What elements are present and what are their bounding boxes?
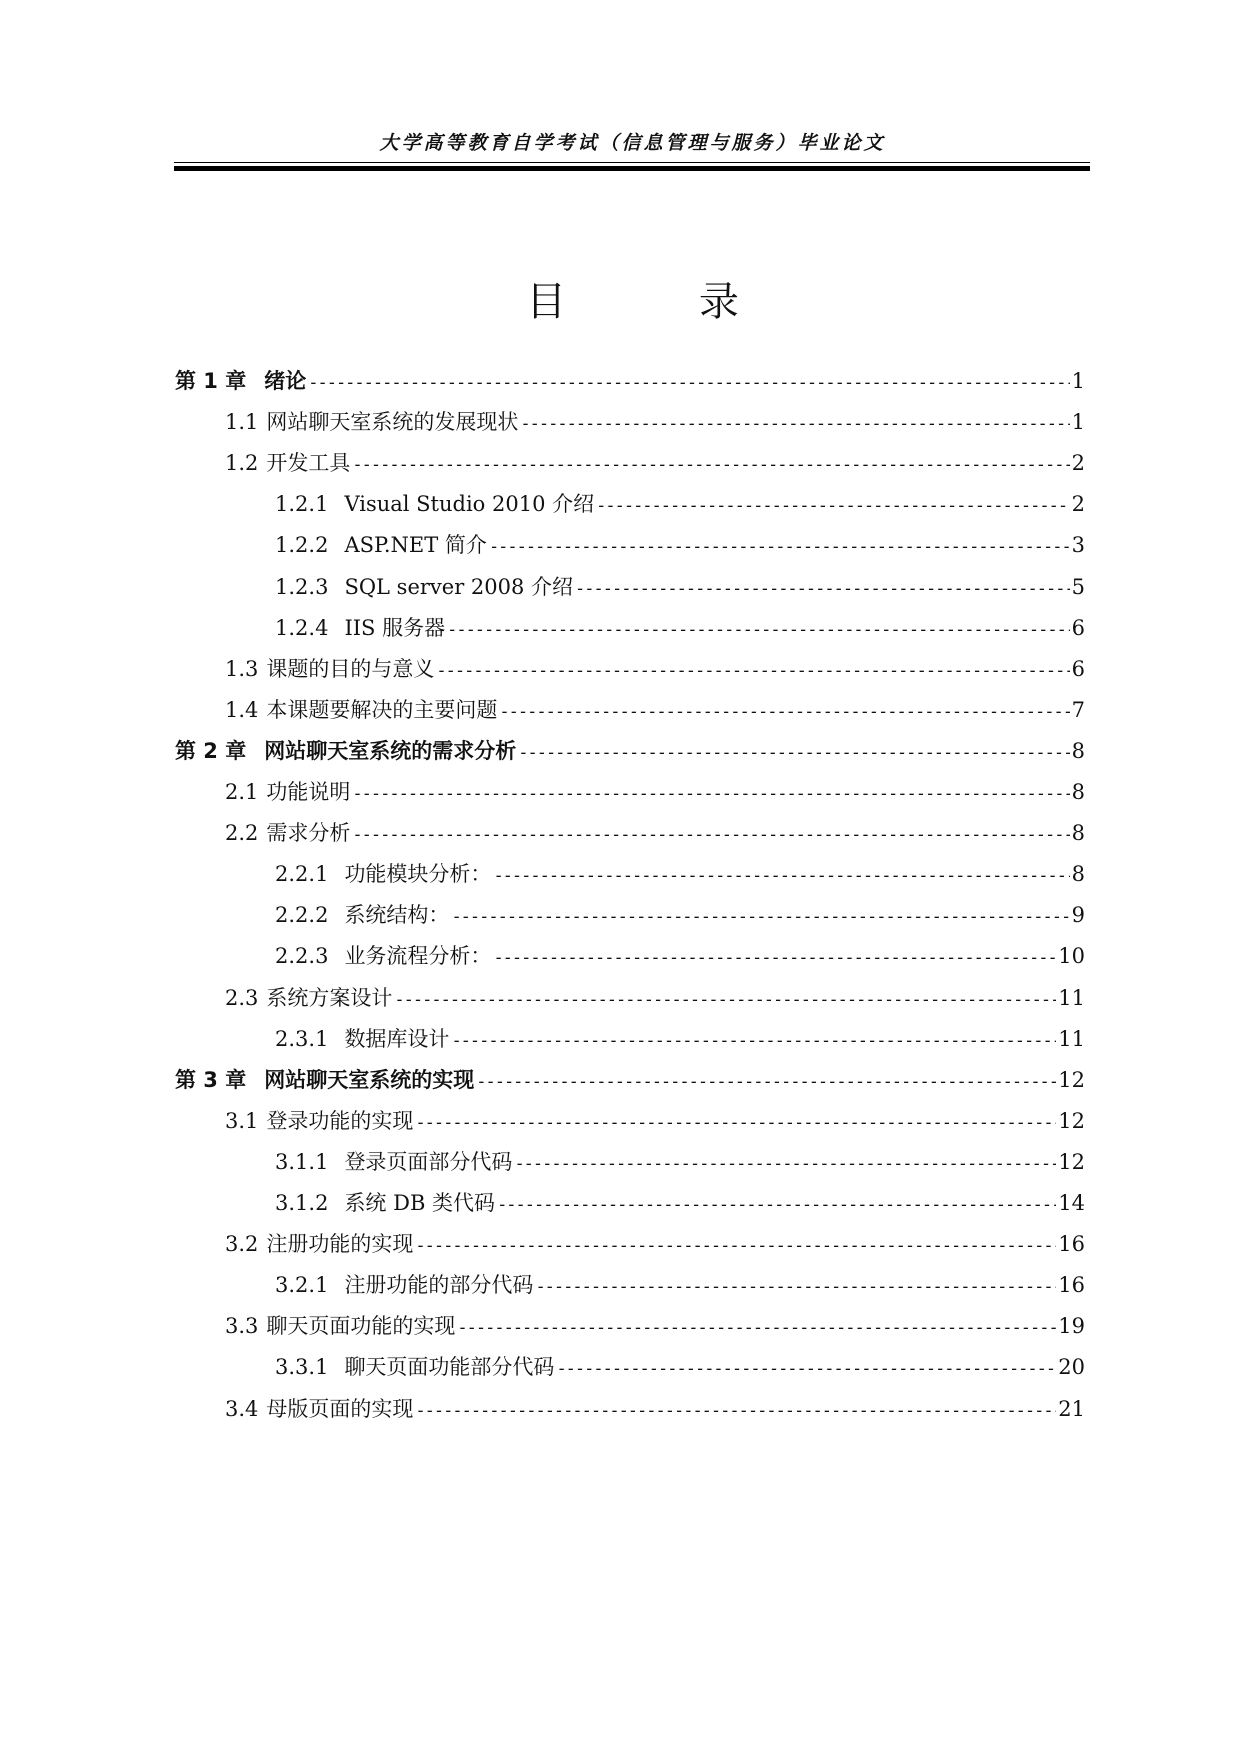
toc-entry (275, 571, 1085, 603)
toc-entry-title: 课题的目的与意义 (266, 657, 435, 681)
toc-entry-number: 1.2.2 (275, 533, 329, 557)
toc-entry-label (275, 899, 449, 929)
toc-entry-label (175, 735, 516, 765)
toc-dot-leader (499, 702, 1069, 722)
toc-dot-leader (518, 743, 1069, 763)
toc-entry-label (225, 406, 518, 436)
toc-dot-leader (520, 414, 1069, 434)
toc-entry-label (275, 858, 491, 888)
toc-entry (225, 817, 1085, 849)
toc-entry (275, 858, 1085, 890)
toc-dot-leader (596, 496, 1070, 516)
toc-entry-label (275, 1269, 533, 1299)
toc-page-number: 1 (1071, 410, 1085, 434)
toc-dot-leader (514, 1154, 1056, 1174)
toc-page-number: 14 (1058, 1191, 1085, 1215)
toc-entry-label (225, 447, 350, 477)
toc-page-number: 8 (1071, 821, 1085, 845)
toc-dot-leader (447, 620, 1070, 640)
toc-entry-title: 需求分析 (266, 821, 351, 845)
toc-entry-title: 绪论 (264, 369, 307, 393)
toc-page-number: 8 (1071, 862, 1085, 886)
toc-dot-leader (575, 579, 1070, 599)
toc-dot-leader (493, 948, 1056, 968)
toc-entry-label (275, 940, 491, 970)
toc-entry-label (275, 488, 594, 518)
toc-entry-label (225, 653, 434, 683)
toc-entry (275, 1187, 1085, 1219)
toc-entry (275, 940, 1085, 972)
toc-page-number: 12 (1058, 1068, 1085, 1092)
toc-entry-title: 聊天页面功能部分代码 (344, 1355, 555, 1379)
toc-entry-title: SQL server 2008 介绍 (344, 575, 574, 599)
toc-dot-leader (436, 661, 1069, 681)
toc-page-number: 9 (1071, 903, 1085, 927)
toc-page-number: 10 (1058, 944, 1085, 968)
toc-entry-title: 聊天页面功能的实现 (266, 1314, 456, 1338)
header-rule-thin (174, 162, 1090, 163)
toc-page-number: 11 (1058, 1027, 1085, 1051)
toc-entry-title: 网站聊天室系统的发展现状 (266, 410, 519, 434)
toc-entry-title: 登录页面部分代码 (344, 1150, 513, 1174)
toc-page-number: 16 (1058, 1232, 1085, 1256)
toc-dot-leader (556, 1359, 1056, 1379)
toc-dot-leader (415, 1236, 1056, 1256)
toc-entry (225, 1105, 1085, 1137)
toc-entry-number: 1.2 (225, 451, 259, 475)
toc-entry-number: 3.2.1 (275, 1273, 329, 1297)
toc-entry-number: 2.3 (225, 986, 259, 1010)
toc-page-number: 5 (1071, 575, 1085, 599)
toc-entry (225, 776, 1085, 808)
toc-dot-leader (476, 1072, 1056, 1092)
toc-page-number: 11 (1058, 986, 1085, 1010)
toc-entry (275, 1146, 1085, 1178)
toc-entry (225, 982, 1085, 1014)
toc-entry-label (275, 1146, 512, 1176)
toc-entry-number: 2.2.1 (275, 862, 329, 886)
toc-dot-leader (415, 1401, 1056, 1421)
toc-entry-title: 注册功能的实现 (266, 1232, 414, 1256)
header-rule-thick (174, 166, 1090, 171)
toc-entry-title: 本课题要解决的主要问题 (266, 698, 498, 722)
toc-entry-label (275, 529, 487, 559)
toc-page-number: 12 (1058, 1109, 1085, 1133)
toc-entry-number: 1.2.3 (275, 575, 329, 599)
toc-dot-leader (493, 866, 1069, 886)
toc-entry-label (225, 1228, 413, 1258)
page-title: 目 录 (526, 279, 799, 325)
toc-entry-title: 网站聊天室系统的需求分析 (264, 739, 517, 763)
toc-entry (275, 529, 1085, 561)
toc-entry (275, 488, 1085, 520)
toc-entry-label (225, 982, 392, 1012)
toc-entry-number: 第 2 章 (175, 739, 247, 763)
toc-entry (225, 1310, 1085, 1342)
toc-entry (225, 1228, 1085, 1260)
toc-entry-number: 3.1.2 (275, 1191, 329, 1215)
toc-entry (225, 694, 1085, 726)
toc-entry-label (225, 817, 350, 847)
toc-entry-number: 2.2.3 (275, 944, 329, 968)
toc-entry-number: 第 3 章 (175, 1068, 247, 1092)
toc-page-number: 8 (1071, 780, 1085, 804)
toc-page-number: 2 (1071, 451, 1085, 475)
toc-dot-leader (451, 907, 1069, 927)
toc-entry-label (175, 1064, 474, 1094)
toc-entry-title: 系统结构： (344, 903, 450, 927)
toc-entry (225, 1393, 1085, 1425)
toc-entry-label (275, 1351, 554, 1381)
toc-page-number: 8 (1071, 739, 1085, 763)
toc-entry-number: 3.2 (225, 1232, 259, 1256)
toc-entry (225, 653, 1085, 685)
toc-entry-label (275, 612, 445, 642)
toc-page-number: 6 (1071, 657, 1085, 681)
toc-entry-title: 网站聊天室系统的实现 (264, 1068, 475, 1092)
toc-dot-leader (535, 1277, 1056, 1297)
toc-entry-label (175, 365, 306, 395)
toc-dot-leader (415, 1113, 1056, 1133)
toc-entry-title: 功能模块分析： (344, 862, 492, 886)
toc-entry-title: 功能说明 (266, 780, 351, 804)
toc-dot-leader (308, 373, 1069, 393)
toc-entry (275, 1023, 1085, 1055)
toc-entry-title: 系统 DB 类代码 (344, 1191, 496, 1215)
toc-entry-number: 3.1 (225, 1109, 259, 1133)
toc-dot-leader (489, 537, 1070, 557)
toc-entry-number: 2.3.1 (275, 1027, 329, 1051)
toc-page-number: 1 (1071, 369, 1085, 393)
toc-entry-title: 注册功能的部分代码 (344, 1273, 534, 1297)
toc-entry-number: 第 1 章 (175, 369, 247, 393)
toc-entry-number: 2.2 (225, 821, 259, 845)
toc-entry-number: 3.3 (225, 1314, 259, 1338)
toc-entry (275, 612, 1085, 644)
toc-dot-leader (352, 455, 1069, 475)
toc-entry-number: 3.3.1 (275, 1355, 329, 1379)
toc-entry-label (225, 1105, 413, 1135)
toc-entry (225, 447, 1085, 479)
toc-entry-title: IIS 服务器 (344, 616, 446, 640)
toc-entry (275, 1351, 1085, 1383)
toc-entry-title: 数据库设计 (344, 1027, 450, 1051)
toc-entry-number: 3.1.1 (275, 1150, 329, 1174)
toc-chapter-entry (175, 365, 1085, 397)
toc-page-number: 6 (1071, 616, 1085, 640)
toc-entry-title: 系统方案设计 (266, 986, 393, 1010)
toc-page-number: 3 (1071, 533, 1085, 557)
toc-dot-leader (394, 990, 1056, 1010)
toc-page-number: 7 (1071, 698, 1085, 722)
toc-entry-number: 3.4 (225, 1397, 259, 1421)
toc-dot-leader (352, 825, 1069, 845)
toc-entry-title: Visual Studio 2010 介绍 (344, 492, 595, 516)
toc-page-number: 19 (1058, 1314, 1085, 1338)
toc-page-number: 12 (1058, 1150, 1085, 1174)
toc-entry-number: 2.2.2 (275, 903, 329, 927)
toc-entry-number: 1.1 (225, 410, 259, 434)
toc-page-number: 2 (1071, 492, 1085, 516)
toc-entry (275, 899, 1085, 931)
toc-entry-label (225, 1393, 413, 1423)
toc-entry-label (275, 1023, 449, 1053)
toc-entry-label (225, 694, 497, 724)
toc-entry-number: 1.3 (225, 657, 259, 681)
toc-page-number: 16 (1058, 1273, 1085, 1297)
toc-entry-number: 1.2.1 (275, 492, 329, 516)
toc-dot-leader (352, 784, 1069, 804)
toc-entry-number: 2.1 (225, 780, 259, 804)
running-header: 大学高等教育自学考试（信息管理与服务）毕业论文 (379, 132, 886, 154)
toc-chapter-entry (175, 735, 1085, 767)
toc-entry-number: 1.4 (225, 698, 259, 722)
toc-entry-title: 开发工具 (266, 451, 351, 475)
toc-entry-title: 登录功能的实现 (266, 1109, 414, 1133)
toc-dot-leader (451, 1031, 1056, 1051)
toc-entry-label (275, 1187, 495, 1217)
toc-entry (275, 1269, 1085, 1301)
toc-entry-title: 业务流程分析： (344, 944, 492, 968)
toc-entry-label (225, 1310, 455, 1340)
toc-chapter-entry (175, 1064, 1085, 1096)
toc-page-number: 21 (1058, 1397, 1085, 1421)
toc-entry-number: 1.2.4 (275, 616, 329, 640)
toc-entry-label (225, 776, 350, 806)
toc-dot-leader (457, 1318, 1056, 1338)
toc-entry (225, 406, 1085, 438)
toc-entry-label (275, 571, 573, 601)
toc-entry-title: ASP.NET 简介 (344, 533, 487, 557)
toc-dot-leader (497, 1195, 1056, 1215)
toc-entry-title: 母版页面的实现 (266, 1397, 414, 1421)
toc-page-number: 20 (1058, 1355, 1085, 1379)
